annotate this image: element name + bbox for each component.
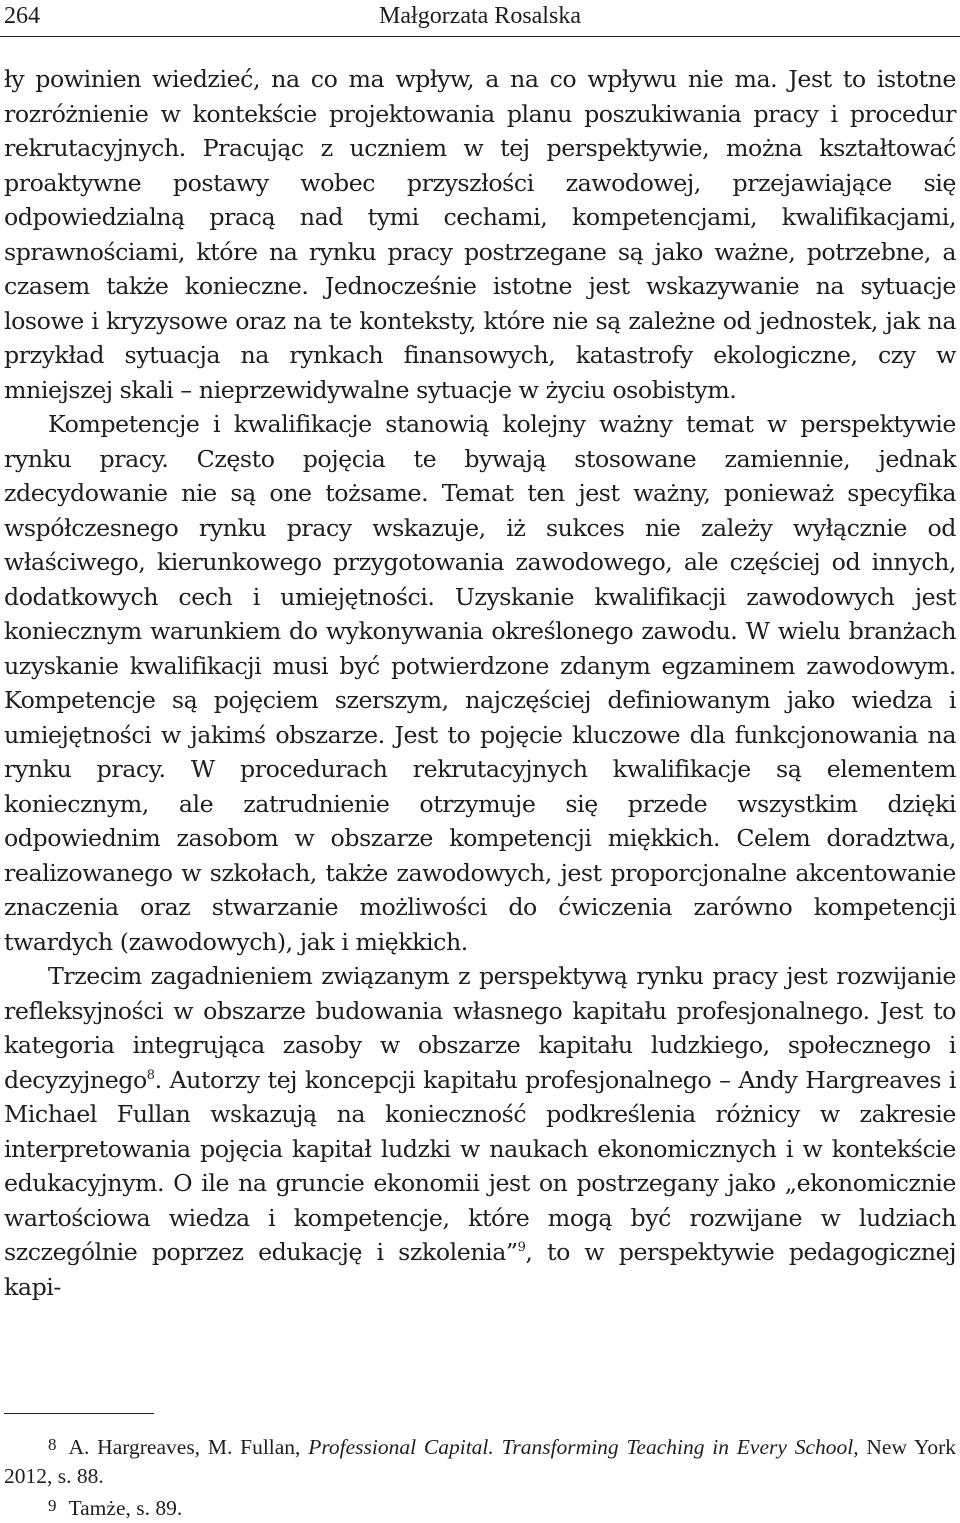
footnote-9 — [4, 1491, 956, 1523]
running-head-author: Małgorzata Rosalska — [379, 3, 581, 29]
footnote-9-number: 9 — [48, 1496, 57, 1515]
page-number: 264 — [4, 3, 40, 29]
paragraph-3-part-c: , to w perspektywie pedagogicznej kapi- — [4, 1238, 956, 1301]
footnote-9-text: Tamże, s. 89. — [68, 1496, 183, 1520]
paragraph-3-part-b: . Autorzy tej koncepcji kapitału profesjonalnego – Andy Hargreaves i Michael Fullan wskazują na konieczność podkreślenia różnicy w zakresie interpretowania pojęcia kapitał ludzki w naukach ekonomicznych i w kontekście edukacyjnym. O ile na gruncie ekonomii jest on postrzegany jako „ekonomicznie wartościowa wiedza i kompetencje, które mogą być rozwijane w ludziach szczególnie poprzez edukację i szkolenia” — [4, 1065, 956, 1266]
page-header — [0, 0, 960, 37]
footnote-8-number: 8 — [48, 1435, 57, 1454]
footnote-8-authors: A. Hargreaves, M. Fullan, — [68, 1435, 309, 1459]
footnote-8-publication: , New York 2012, s. 88. — [4, 1435, 956, 1488]
footnotes — [4, 1430, 956, 1523]
footnote-divider — [4, 1413, 154, 1414]
footnote-ref-9[interactable]: 9 — [517, 1240, 526, 1255]
footnote-8 — [4, 1430, 956, 1491]
body-text — [4, 62, 956, 1304]
footnote-ref-8[interactable]: 8 — [146, 1067, 155, 1083]
paragraph-3 — [4, 959, 956, 1304]
paragraph-2: Kompetencje i kwalifikacje stanowią kolejny ważny temat w perspektywie rynku pracy. Często pojęcia te bywają stosowane zamiennie, jednak zdecydowanie nie są one tożsame. Temat ten jest ważny, ponieważ specyfika współczesnego rynku pracy wskazuje, iż sukces nie zależy wyłącznie od właściwego, kierunkowego przygotowania zawodowego, ale częściej od innych, dodatkowych cech i umiejętności. Uzyskanie kwalifikacji zawodowych jest koniecznym warunkiem do wykonywania określonego zawodu. W wielu branżach uzyskanie kwalifikacji musi być potwierdzone zdanym egzaminem zawodowym. Kompetencje są pojęciem szerszym, najczęściej definiowanym jako wiedza i umiejętności w jakimś obszarze. Jest to pojęcie kluczowe dla funkcjonowania na rynku pracy. W procedurach rekrutacyjnych kwalifikacje są elementem koniecznym, ale zatrudnienie otrzymuje się przede wszystkim dzięki odpowiednim zasobom w obszarze kompetencji miękkich. Celem doradztwa, realizowanego w szkołach, także zawodowych, jest proporcjonalne akcentowanie znaczenia oraz stwarzanie możliwości do ćwiczenia zarówno kompetencji twardych (zawodowych), jak i miękkich. — [4, 410, 956, 956]
paragraph-3-part-a: Trzecim zagadnieniem związanym z perspektywą rynku pracy jest rozwijanie refleksyjności w obszarze budowania własnego kapitału profesjonalnego. Jest to kategoria integrująca zasoby w obszarze kapitału ludzkiego, społecznego i decyzyjnego — [4, 962, 956, 1094]
footnote-8-title: Professional Capital. Transforming Teaching in Every School — [308, 1435, 854, 1459]
paragraph-1: ły powinien wiedzieć, na co ma wpływ, a na co wpływu nie ma. Jest to istotne rozróżnienie w kontekście projektowania planu poszukiwania pracy i procedur rekrutacyjnych. Pracując z uczniem w tej perspektywie, można kształtować proaktywne postawy wobec przyszłości zawodowej, przejawiające się odpowiedzialną pracą nad tymi cechami, kompetencjami, kwalifikacjami, sprawnościami, które na rynku pracy postrzegane są jako ważne, potrzebne, a czasem także konieczne. Jednocześnie istotne jest wskazywanie na sytuacje losowe i kryzysowe oraz na te konteksty, które nie są zależne od jednostek, jak na przykład sytuacja na rynkach finansowych, katastrofy ekologiczne, czy w mniejszej skali – nieprzewidywalne sytuacje w życiu osobistym. — [4, 65, 956, 404]
